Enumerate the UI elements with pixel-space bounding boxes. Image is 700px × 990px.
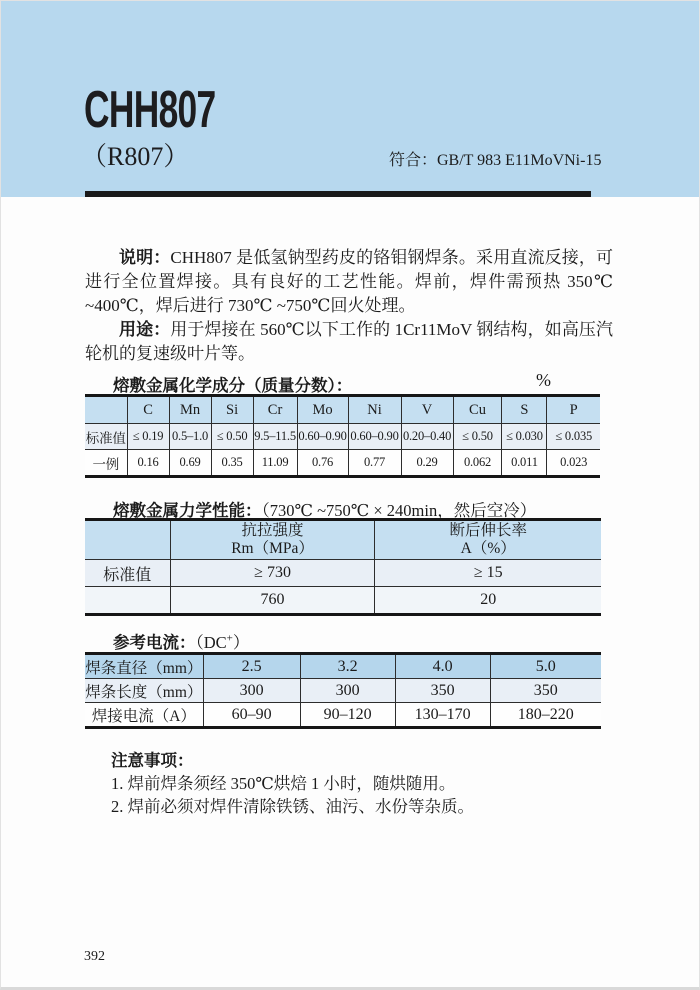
description-block <box>85 246 613 366</box>
description-paragraph <box>85 246 613 318</box>
column-header: Mo <box>297 396 348 424</box>
table-cell: 0.29 <box>401 450 453 477</box>
product-alias: （R807） <box>81 142 190 171</box>
table-cell: 760 <box>170 587 375 615</box>
dc-polarity <box>196 633 250 652</box>
table-cell: 3.2 <box>300 654 395 679</box>
chemical-composition-title: 熔敷金属化学成分（质量分数）： <box>113 376 353 395</box>
table-cell: 0.76 <box>297 450 348 477</box>
table-cell: 350 <box>490 679 601 703</box>
paren-close: ） <box>232 633 250 652</box>
mech-example-row <box>85 587 601 615</box>
diameter-row <box>85 654 601 679</box>
plus-superscript: + <box>226 632 233 645</box>
column-header-elongation <box>375 520 601 560</box>
mech-standard-row <box>85 560 601 587</box>
table-cell: ≤ 0.19 <box>127 424 169 450</box>
table-cell: 350 <box>395 679 490 703</box>
table-cell: 130–170 <box>395 703 490 728</box>
table-cell: 0.20–0.40 <box>401 424 453 450</box>
row-label: 标准值 <box>85 560 170 587</box>
reference-current-table <box>85 652 601 729</box>
column-header-line: Rm（MPa） <box>231 540 314 557</box>
column-header-line: A（%） <box>460 540 516 557</box>
column-header: S <box>502 396 547 424</box>
section-title-label: 参考电流： <box>113 633 196 652</box>
header-rule <box>85 191 591 197</box>
chem-header-row <box>85 396 600 424</box>
column-header-tensile <box>170 520 375 560</box>
table-cell: 300 <box>300 679 395 703</box>
column-header-line: 抗拉强度 <box>241 522 304 539</box>
note-item: 1. 焊前焊条须经 350℃烘焙 1 小时，随烘随用。 <box>111 774 456 793</box>
table-cell: 0.77 <box>348 450 401 477</box>
corner-cell <box>85 520 170 560</box>
row-label: 焊条直径（mm） <box>85 654 203 679</box>
row-label: 标准值 <box>85 424 127 450</box>
table-cell: 180–220 <box>490 703 601 728</box>
table-cell: 0.60–0.90 <box>348 424 401 450</box>
table-cell: 0.35 <box>211 450 253 477</box>
mech-header-row <box>85 520 601 560</box>
column-header: P <box>547 396 600 424</box>
table-cell: 0.023 <box>547 450 600 477</box>
standard-reference: 符合：GB/T 983 E11MoVNi-15 <box>389 152 602 169</box>
percent-unit: % <box>536 370 551 390</box>
paragraph-lead-label: 用途： <box>119 320 171 339</box>
column-header: Ni <box>348 396 401 424</box>
table-cell: 5.0 <box>490 654 601 679</box>
table-cell: 20 <box>375 587 601 615</box>
current-row <box>85 703 601 728</box>
page-number: 392 <box>84 949 105 964</box>
reference-current-title <box>113 629 249 653</box>
length-row <box>85 679 601 703</box>
table-cell: 9.5–11.5 <box>253 424 297 450</box>
table-cell: 90–120 <box>300 703 395 728</box>
product-model-title: CHH807 <box>84 81 216 139</box>
table-cell: 2.5 <box>203 654 300 679</box>
usage-paragraph <box>85 318 613 366</box>
section-title-condition: （730℃ ~750℃ × 240min，然后空冷） <box>261 501 537 520</box>
table-cell: ≤ 0.50 <box>453 424 502 450</box>
table-cell: 0.062 <box>453 450 502 477</box>
table-cell: 11.09 <box>253 450 297 477</box>
table-cell: ≥ 730 <box>170 560 375 587</box>
column-header: C <box>127 396 169 424</box>
mechanical-properties-table <box>85 518 601 616</box>
section-title-label: 熔敷金属力学性能： <box>113 501 262 520</box>
corner-cell <box>85 396 127 424</box>
table-cell: 4.0 <box>395 654 490 679</box>
table-cell: 0.5–1.0 <box>169 424 211 450</box>
paragraph-text: 用于焊接在 560℃以下工作的 1Cr11MoV 钢结构，如高压汽轮机的复速级叶片等。 <box>85 320 613 363</box>
chemical-composition-table <box>85 394 600 478</box>
column-header: Si <box>211 396 253 424</box>
row-label: 一例 <box>85 450 127 477</box>
row-label <box>85 587 170 615</box>
paragraph-text: CHH807 是低氢钠型药皮的铬钼钢焊条。采用直流反接，可进行全位置焊接。具有良好的工艺性能。焊前，焊件需预热 350℃ ~400℃，焊后进行 730℃ ~750℃回火处理。 <box>85 248 613 315</box>
table-cell: ≤ 0.50 <box>211 424 253 450</box>
paren-open: （DC <box>195 633 227 652</box>
table-cell: 0.60–0.90 <box>297 424 348 450</box>
notes-block <box>111 749 474 818</box>
table-cell: ≤ 0.030 <box>502 424 547 450</box>
table-cell: 0.16 <box>127 450 169 477</box>
row-label: 焊接电流（A） <box>85 703 203 728</box>
column-header: Cr <box>253 396 297 424</box>
column-header: Cu <box>453 396 502 424</box>
table-cell: 60–90 <box>203 703 300 728</box>
chem-example-row <box>85 450 600 477</box>
notes-title: 注意事项： <box>111 751 194 770</box>
table-cell: 300 <box>203 679 300 703</box>
column-header: Mn <box>169 396 211 424</box>
table-cell: 0.011 <box>502 450 547 477</box>
table-cell: ≥ 15 <box>375 560 601 587</box>
table-cell: ≤ 0.035 <box>547 424 600 450</box>
note-item: 2. 焊前必须对焊件清除铁锈、油污、水份等杂质。 <box>111 797 474 816</box>
chem-standard-row <box>85 424 600 450</box>
paragraph-lead-label: 说明： <box>119 248 171 267</box>
header-band <box>0 0 700 197</box>
column-header: V <box>401 396 453 424</box>
column-header-line: 断后伸长率 <box>449 522 527 539</box>
row-label: 焊条长度（mm） <box>85 679 203 703</box>
table-cell: 0.69 <box>169 450 211 477</box>
